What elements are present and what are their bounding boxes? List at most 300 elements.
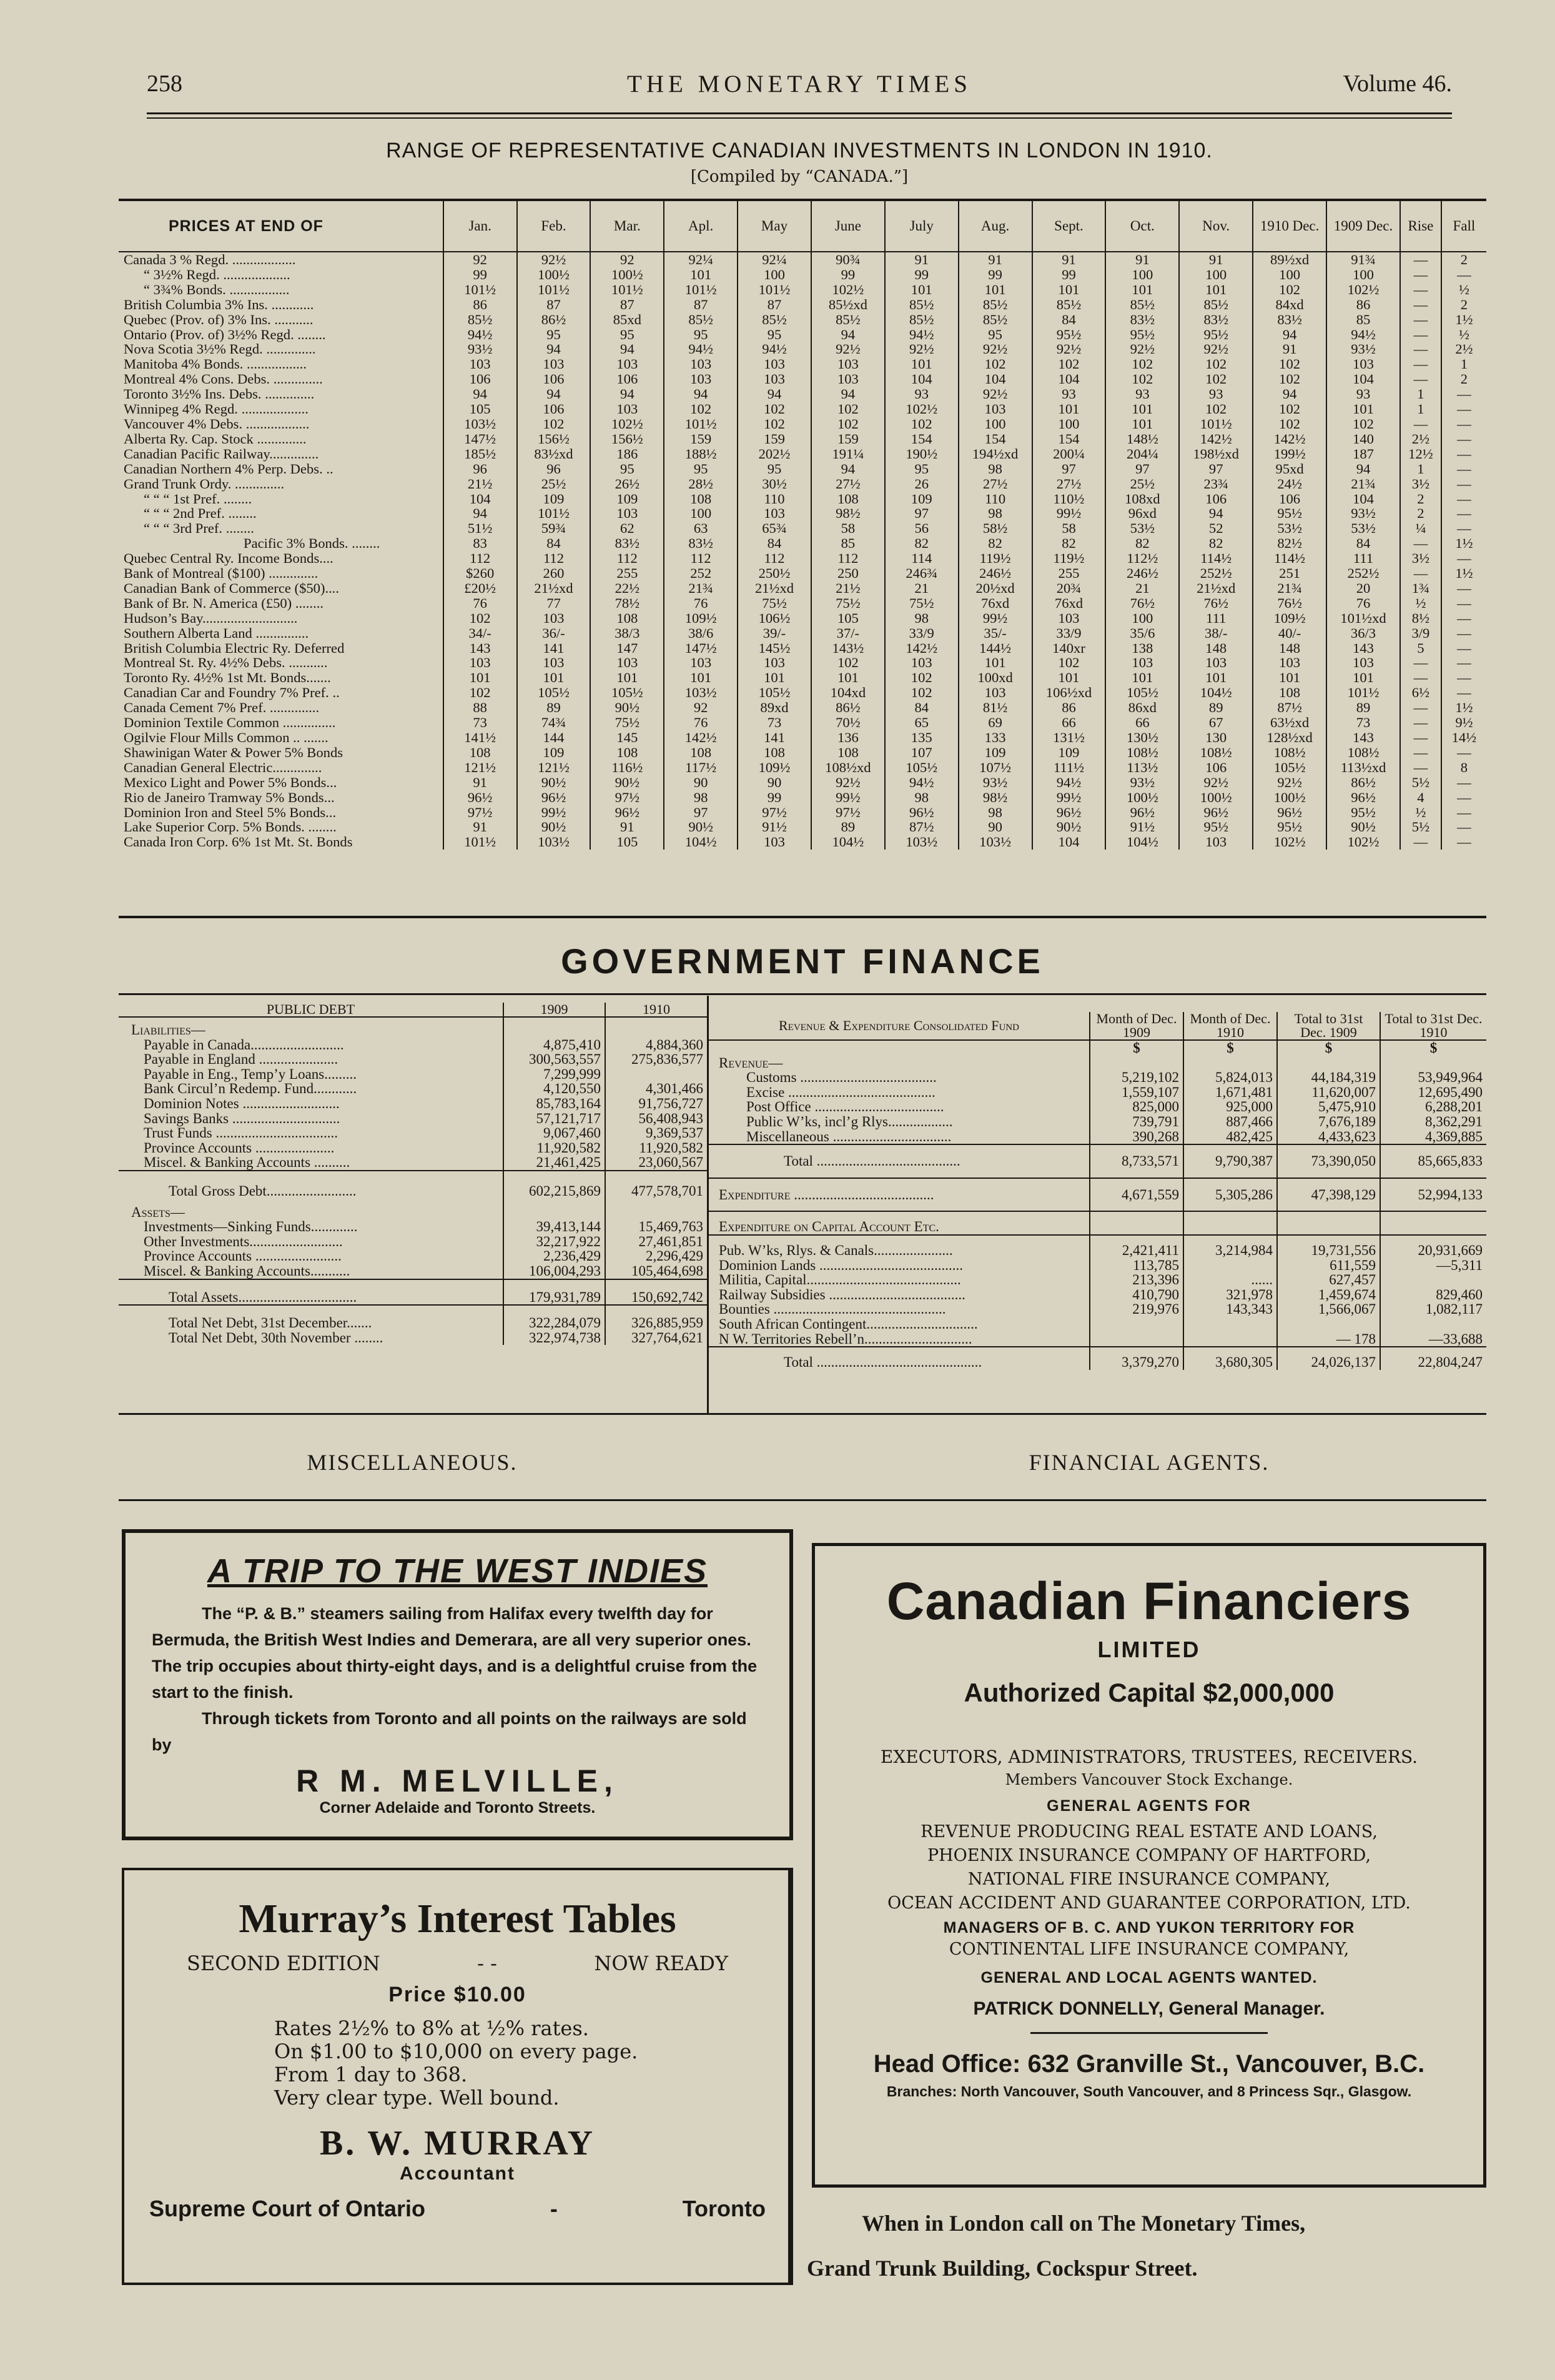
security-name: Quebec (Prov. of) 3% Ins. ...........	[124, 311, 313, 327]
price-cell: 85½	[1105, 297, 1179, 312]
price-cell: 102	[443, 611, 517, 626]
price-cell: 185½	[443, 447, 517, 462]
rev-value: 611,559	[1277, 1258, 1380, 1273]
murray-features	[274, 2017, 766, 2110]
price-cell: 95	[590, 462, 664, 477]
price-cell: —	[1400, 835, 1441, 850]
price-cell: 101	[1105, 402, 1179, 417]
rev-value: 4,671,559	[1090, 1178, 1183, 1212]
price-cell: —	[1400, 700, 1441, 715]
cf-roles: EXECUTORS, ADMINISTRATORS, TRUSTEES, RECEIVERS.	[880, 1747, 1418, 1767]
price-cell: 96½	[590, 805, 664, 820]
price-cell: 84	[885, 700, 959, 715]
price-cell: 94	[590, 387, 664, 402]
price-cell: 35/6	[1105, 626, 1179, 641]
price-cell: 95	[738, 462, 811, 477]
price-cell: 105½	[590, 685, 664, 700]
price-cell: 77	[517, 596, 591, 611]
price-cell: 96½	[443, 790, 517, 805]
price-cell: 95	[517, 327, 591, 342]
price-cell: 105½	[1253, 760, 1326, 775]
price-cell: 85½	[664, 312, 738, 327]
rev-label: Militia, Capital...........................................	[719, 1272, 961, 1288]
price-cell: 102	[517, 417, 591, 432]
price-cell: 106½	[738, 611, 811, 626]
price-cell: 75½	[738, 596, 811, 611]
price-cell: 89	[811, 820, 885, 835]
price-cell: 104	[885, 372, 959, 387]
price-cell: 102	[811, 655, 885, 670]
price-cell: 255	[1032, 566, 1106, 581]
empty-cell	[1380, 1211, 1486, 1235]
security-name: Montreal 4% Cons. Debs. ..............	[124, 371, 323, 387]
murray-sep: -	[550, 2196, 558, 2221]
price-cell: 89	[1179, 700, 1253, 715]
capital-heading	[709, 1211, 1486, 1235]
price-cell: 98	[959, 506, 1032, 521]
price-cell: 112	[811, 551, 885, 566]
header-rule-2	[147, 117, 1452, 119]
rev-value: —5,311	[1380, 1258, 1486, 1273]
rev-value: 482,425	[1183, 1129, 1277, 1145]
price-cell: 83½	[664, 536, 738, 551]
price-cell: 92¼	[738, 252, 811, 267]
rev-value: 219,976	[1090, 1302, 1183, 1317]
price-cell: —	[1400, 312, 1441, 327]
price-cell: 21¾	[1253, 581, 1326, 596]
price-cell: 103	[590, 402, 664, 417]
price-cell: 101	[1105, 670, 1179, 685]
price-cell: 102½	[885, 402, 959, 417]
murray-edition-line	[149, 1951, 766, 1975]
price-cell: 111	[1179, 611, 1253, 626]
price-cell: 101½xd	[1326, 611, 1400, 626]
price-cell: 66	[1032, 715, 1106, 730]
price-cell: 93	[1326, 387, 1400, 402]
price-cell: 91¾	[1326, 252, 1400, 267]
price-cell: —	[1441, 477, 1486, 492]
price-cell: 8	[1441, 760, 1486, 775]
total-assets-row	[119, 1279, 707, 1306]
price-cell: 85½	[1179, 297, 1253, 312]
price-cell: 99	[443, 267, 517, 282]
price-cell: 97	[1032, 462, 1106, 477]
price-cell: 97½	[738, 805, 811, 820]
assets-heading-label: Assets—	[131, 1204, 185, 1220]
price-cell: 101	[1253, 670, 1326, 685]
debt-label: Dominion Notes ...........................	[144, 1095, 340, 1111]
table-row	[119, 641, 1486, 656]
london-line-1: When in London call on The Monetary Times,	[862, 2211, 1306, 2236]
price-cell: 21¾	[664, 581, 738, 596]
price-cell: —	[1400, 670, 1441, 685]
price-cell: 27½	[959, 477, 1032, 492]
price-cell: 104½	[664, 835, 738, 850]
debt-value: 11,920,582	[503, 1141, 605, 1156]
table-row	[119, 492, 1486, 507]
price-cell: 110	[738, 492, 811, 507]
security-name: Grand Trunk Ordy. ..............	[124, 475, 285, 492]
rev-label: N W. Territories Rebell’n..............................	[719, 1331, 972, 1347]
rev-value: 3,379,270	[1090, 1347, 1183, 1370]
price-cell: 103	[443, 655, 517, 670]
debt-value: 32,217,922	[503, 1234, 605, 1249]
price-cell: 106	[590, 372, 664, 387]
revenue-row	[709, 1114, 1486, 1129]
price-cell: 103	[738, 357, 811, 372]
rev-value: 4,433,623	[1277, 1129, 1380, 1145]
price-cell: 65¾	[738, 521, 811, 536]
liability-row	[119, 1067, 707, 1082]
price-cell: 98	[885, 611, 959, 626]
gov-finance-rule	[119, 993, 1486, 995]
price-cell: 84	[1032, 312, 1106, 327]
price-cell: 92½	[885, 342, 959, 357]
rev-value: 5,305,286	[1183, 1178, 1277, 1212]
rev-label: Bounties ................................................	[719, 1301, 946, 1317]
price-cell: 102	[885, 685, 959, 700]
debt-value: 27,461,851	[605, 1234, 707, 1249]
table-row	[119, 297, 1486, 312]
price-cell: 103	[738, 372, 811, 387]
price-cell: 25½	[517, 477, 591, 492]
price-cell: 93	[1179, 387, 1253, 402]
price-cell: 83	[443, 536, 517, 551]
price-cell: 94½	[885, 775, 959, 790]
price-cell: 87	[590, 297, 664, 312]
price-cell: 96	[517, 462, 591, 477]
price-cell: 200¼	[1032, 447, 1106, 462]
price-cell: 108	[811, 492, 885, 507]
price-cell: 186	[590, 447, 664, 462]
price-cell: 136	[811, 730, 885, 745]
price-cell: 108	[590, 745, 664, 760]
price-cell: 97	[885, 506, 959, 521]
dollar-sign: $	[1277, 1040, 1380, 1056]
murray-ad	[122, 1868, 793, 2285]
rev-value: 390,268	[1090, 1129, 1183, 1145]
price-cell: ¼	[1400, 521, 1441, 536]
price-cell: 133	[959, 730, 1032, 745]
revenue-heading: Revenue & Expenditure Consolidated Fund	[709, 1012, 1090, 1040]
price-cell: 93	[1032, 387, 1106, 402]
rev-value	[1277, 1317, 1380, 1332]
revenue-row	[709, 1099, 1486, 1114]
price-cell: 100xd	[959, 670, 1032, 685]
empty-cell	[503, 1199, 605, 1220]
price-cell: 59¾	[517, 521, 591, 536]
price-cell: 101	[811, 670, 885, 685]
cf-branches: Branches: North Vancouver, South Vancouver, and 8 Princess Sqr., Glasgow.	[886, 2083, 1412, 2100]
price-cell: 94½	[885, 327, 959, 342]
agent-line: NATIONAL FIRE INSURANCE COMPANY,	[967, 1870, 1331, 1889]
price-cell: 99	[811, 267, 885, 282]
price-cell: 95½	[1179, 820, 1253, 835]
security-name: Bank of Montreal ($100) ..............	[124, 565, 318, 582]
rev-value: 2,421,411	[1090, 1235, 1183, 1258]
price-cell: 109½	[738, 760, 811, 775]
price-cell: 104½	[1105, 835, 1179, 850]
price-cell: 100½	[517, 267, 591, 282]
price-cell: 113½	[1105, 760, 1179, 775]
security-name: Canada Cement 7% Pref. ..............	[124, 700, 320, 716]
price-cell: 52	[1179, 521, 1253, 536]
debt-value: 106,004,293	[503, 1264, 605, 1279]
price-cell: 9½	[1441, 715, 1486, 730]
price-cell: 104½	[1179, 685, 1253, 700]
price-cell: 26	[885, 477, 959, 492]
debt-label: Savings Banks ..............................	[144, 1110, 340, 1126]
gross-debt-row	[119, 1171, 707, 1199]
price-cell: 82	[885, 536, 959, 551]
price-cell: 141	[738, 730, 811, 745]
rev-label: Public W’ks, incl’g Rlys..................	[746, 1113, 953, 1129]
price-cell: —	[1400, 536, 1441, 551]
price-cell: 102	[885, 670, 959, 685]
price-cell: 94½	[1326, 327, 1400, 342]
debt-label: Total Net Debt, 30th November ........	[169, 1329, 383, 1346]
rev-value	[1183, 1258, 1277, 1273]
debt-value: 327,764,621	[605, 1331, 707, 1346]
price-cell: 4	[1400, 790, 1441, 805]
price-cell: 103	[664, 372, 738, 387]
table-row	[119, 327, 1486, 342]
price-cell: 112	[517, 551, 591, 566]
price-cell: 141	[517, 641, 591, 656]
price-cell: 108½	[1179, 745, 1253, 760]
security-name: Dominion Iron and Steel 5% Bonds...	[124, 804, 337, 820]
price-cell: 101	[1179, 282, 1253, 297]
rev-value: 24,026,137	[1277, 1347, 1380, 1370]
price-cell: 102½	[811, 282, 885, 297]
price-cell: 99½	[1032, 790, 1106, 805]
price-cell: 97	[1105, 462, 1179, 477]
price-cell: 94	[517, 342, 591, 357]
masthead: THE MONETARY TIMES	[627, 71, 972, 97]
price-cell: 95	[738, 327, 811, 342]
price-cell: 85½	[885, 297, 959, 312]
table-row	[119, 790, 1486, 805]
revenue-total-row	[709, 1144, 1486, 1178]
price-cell: —	[1441, 521, 1486, 536]
public-debt-table	[119, 1003, 707, 1345]
rev-value: 9,790,387	[1183, 1144, 1277, 1178]
table-row	[119, 805, 1486, 820]
price-cell: 154	[959, 432, 1032, 447]
price-cell: 95	[959, 327, 1032, 342]
empty-cell	[1090, 1056, 1183, 1071]
price-cell: —	[1400, 760, 1441, 775]
debt-label: Miscel. & Banking Accounts ..........	[144, 1154, 350, 1171]
price-cell: 145	[590, 730, 664, 745]
price-cell: 147½	[664, 641, 738, 656]
price-cell: 95½	[1179, 327, 1253, 342]
debt-value: 602,215,869	[503, 1171, 605, 1199]
price-cell: 92½	[1105, 342, 1179, 357]
section-rule	[119, 1499, 1486, 1501]
debt-value: 91,756,727	[605, 1096, 707, 1111]
table-row	[119, 700, 1486, 715]
price-cell: —	[1441, 775, 1486, 790]
rev-label: Post Office ....................................	[746, 1099, 944, 1115]
price-cell: 96½	[1253, 805, 1326, 820]
trip-agent: R M. MELVILLE,	[296, 1763, 619, 1798]
security-name: Winnipeg 4% Regd. ...................	[124, 401, 309, 417]
price-cell: 102	[1253, 282, 1326, 297]
price-cell: 143½	[811, 641, 885, 656]
price-cell: 1½	[1441, 536, 1486, 551]
price-cell: 103½	[885, 835, 959, 850]
rev-value: ......	[1183, 1272, 1277, 1287]
price-cell: 113½xd	[1326, 760, 1400, 775]
price-cell: 105½	[738, 685, 811, 700]
price-cell: 94	[1326, 462, 1400, 477]
price-cell: 99½	[811, 790, 885, 805]
price-cell: 104	[1326, 492, 1400, 507]
price-cell: 102	[811, 402, 885, 417]
price-cell: 199½	[1253, 447, 1326, 462]
price-cell: 147½	[443, 432, 517, 447]
security-name: Shawinigan Water & Power 5% Bonds	[124, 744, 343, 760]
price-cell: 103	[959, 402, 1032, 417]
misc-heading: MISCELLANEOUS.	[307, 1450, 518, 1475]
empty-cell	[1277, 1211, 1380, 1235]
price-cell: 94	[443, 506, 517, 521]
price-cell: 89xd	[738, 700, 811, 715]
price-cell: 98½	[959, 790, 1032, 805]
price-cell: 96½	[1326, 790, 1400, 805]
security-name: Canadian Pacific Railway..............	[124, 445, 319, 462]
price-cell: 108	[811, 745, 885, 760]
price-cell: 116½	[590, 760, 664, 775]
price-cell: 103	[517, 655, 591, 670]
price-cell: —	[1441, 551, 1486, 566]
security-name: Toronto 3½% Ins. Debs. ..............	[124, 386, 315, 402]
table-row	[119, 506, 1486, 521]
cf-limited: LIMITED	[1097, 1637, 1201, 1662]
price-cell: —	[1400, 730, 1441, 745]
price-cell: 76	[1326, 596, 1400, 611]
cf-company: Canadian Financiers	[886, 1572, 1412, 1630]
price-cell: 103	[738, 835, 811, 850]
price-cell: 82	[959, 536, 1032, 551]
price-cell: 5½	[1400, 820, 1441, 835]
price-cell: 94	[517, 387, 591, 402]
rev-value: 1,566,067	[1277, 1302, 1380, 1317]
table-row	[119, 342, 1486, 357]
price-cell: 255	[590, 566, 664, 581]
rev-value: 321,978	[1183, 1287, 1277, 1302]
price-cell: 91½	[738, 820, 811, 835]
price-cell: 251	[1253, 566, 1326, 581]
table-row	[119, 477, 1486, 492]
debt-col-1909: 1909	[503, 1003, 605, 1017]
price-cell: 154	[1032, 432, 1106, 447]
security-name: Canadian Northern 4% Perp. Debs. ..	[124, 460, 333, 477]
asset-row	[119, 1249, 707, 1264]
security-name: Dominion Textile Common ...............	[124, 715, 336, 731]
rev-value: 20,931,669	[1380, 1235, 1486, 1258]
price-cell: 103	[1326, 655, 1400, 670]
price-cell: 97	[664, 805, 738, 820]
price-cell: 102	[1253, 417, 1326, 432]
debt-value: 39,413,144	[503, 1219, 605, 1234]
price-cell: 103½	[517, 835, 591, 850]
security-name: Toronto Ry. 4½% 1st Mt. Bonds.......	[124, 670, 331, 686]
price-cell: 85	[811, 536, 885, 551]
price-cell: 12½	[1400, 447, 1441, 462]
price-cell: 86½	[811, 700, 885, 715]
rev-value: —33,688	[1380, 1332, 1486, 1347]
price-cell: 91	[1179, 252, 1253, 267]
price-cell: 190½	[885, 447, 959, 462]
rev-col-dec-1909: Month of Dec. 1909	[1090, 1012, 1183, 1040]
price-cell: 66	[1105, 715, 1179, 730]
price-cell: 103½	[443, 417, 517, 432]
rev-value: 11,620,007	[1277, 1085, 1380, 1100]
debt-value: 7,299,999	[503, 1067, 605, 1082]
price-cell: 91½	[1105, 820, 1179, 835]
security-name: British Columbia 3% Ins. ............	[124, 296, 314, 312]
table-row	[119, 551, 1486, 566]
price-cell: 112	[443, 551, 517, 566]
price-cell: 25½	[1105, 477, 1179, 492]
rev-value: 3,680,305	[1183, 1347, 1277, 1370]
col-header-name: PRICES AT END OF	[119, 201, 443, 252]
debt-label: Bank Circul’n Redemp. Fund............	[144, 1081, 357, 1097]
price-cell: 252½	[1326, 566, 1400, 581]
price-cell: 99	[738, 790, 811, 805]
price-cell: —	[1441, 835, 1486, 850]
price-cell: 246¾	[885, 566, 959, 581]
security-name: Canadian Car and Foundry 7% Pref. ..	[124, 685, 340, 701]
price-cell: 85½	[811, 312, 885, 327]
empty-cell	[709, 1040, 1090, 1056]
rev-label: Railway Subsidies ......................................	[719, 1286, 965, 1302]
price-cell: 102	[1253, 402, 1326, 417]
price-cell: —	[1400, 297, 1441, 312]
dollar-sign: $	[1090, 1040, 1183, 1056]
price-cell: 104	[1032, 372, 1106, 387]
debt-value: 477,578,701	[605, 1171, 707, 1199]
price-cell: 108	[664, 492, 738, 507]
price-cell: 252	[664, 566, 738, 581]
price-cell: —	[1441, 820, 1486, 835]
price-cell: 159	[738, 432, 811, 447]
price-cell: 34/-	[443, 626, 517, 641]
security-name: “ “ “ 2nd Pref. ........	[144, 505, 257, 522]
security-name: “ “ “ 3rd Pref. ........	[144, 520, 254, 537]
murray-dash: - -	[477, 1951, 497, 1975]
debt-value: 9,369,537	[605, 1126, 707, 1141]
table-row	[119, 760, 1486, 775]
price-cell: 87	[738, 297, 811, 312]
price-cell: 92½	[1179, 775, 1253, 790]
price-cell: 67	[1179, 715, 1253, 730]
col-header: Nov.	[1179, 201, 1253, 252]
asset-row	[119, 1234, 707, 1249]
price-cell: 101	[443, 670, 517, 685]
price-cell: 103	[1179, 655, 1253, 670]
rev-value: 19,731,556	[1277, 1235, 1380, 1258]
volume-label: Volume 46.	[1343, 71, 1452, 97]
price-cell: 188½	[664, 447, 738, 462]
col-header: June	[811, 201, 885, 252]
security-name: “ 3½% Regd. ...................	[144, 266, 290, 282]
price-cell: 87	[517, 297, 591, 312]
price-cell: 85½	[885, 312, 959, 327]
rev-label: Dominion Lands ........................................	[719, 1257, 963, 1273]
